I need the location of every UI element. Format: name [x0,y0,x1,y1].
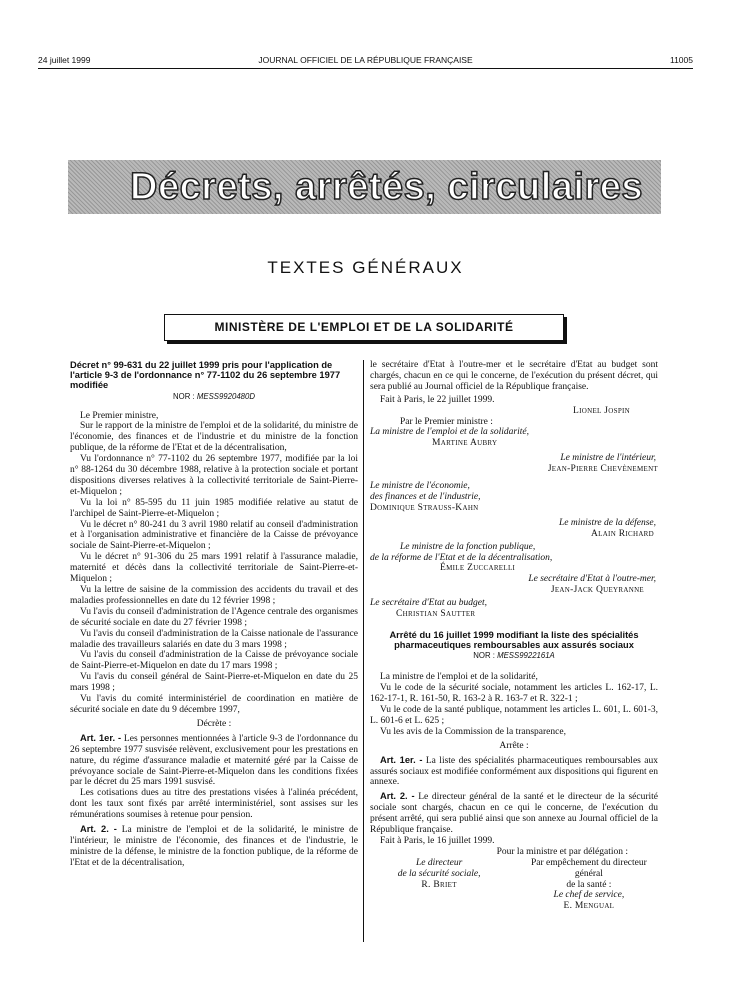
sig-om-name: Jean-Jack Queyranne [550,585,644,596]
decree-title: Décret n° 99-631 du 22 juillet 1999 pris pour l'application de l'article 9-3 de l'ordonnance n° 77-1102 du 26 septembre 1977 modifiée [70,360,341,391]
arrete-nor-code: MESS9922161A [497,651,555,661]
sig-fp-title: Le ministre de la fonction publique, [400,541,536,552]
header-rule [38,68,693,69]
running-header [38,55,693,67]
decree-paragraph: Vu l'avis du conseil d'administration de l'Agence centrale des organismes de sécurité sociale en date du 27 février 1998 ; [70,606,358,628]
by-pm: Par le Premier ministre : [400,416,493,427]
article-text: La ministre de l'emploi et de la solidarité, le ministre de l'intérieur, le ministre de l'économie, des finances et de l'industrie, le ministre de la défense, le ministre de la fonction publique, de la réforme de l'Etat et de la décentralisation, [70,825,359,868]
arrete-paragraph: Vu les avis de la Commission de la transparence, [380,726,566,737]
sig-emploi-title: La ministre de l'emploi et de la solidarité, [370,427,529,438]
article-text: Les personnes mentionnées à l'article 9-3 de l'ordonnance du 26 septembre 1977 susvisée relèvent, exclusivement pour les prestations en nature, du régime d'assurance maladie et maternité géré par la Caisse de prévoyance sociale de Saint-Pierre-et-Miquelon dans les conditions fixées par le décret du 25 mars 1991 susvisé. [70,733,358,788]
decree-paragraph: Vu l'avis du comité interministériel de coordination en matière de sécurité sociale en date du 9 décembre 1997, [70,694,358,715]
decree-paragraph: Vu le décret n° 91-306 du 25 mars 1991 relatif à l'assurance maladie, maternité et décès dans la collectivité territoriale de Saint-Pierre-et-Miquelon ; [70,552,358,585]
sig-budget-title: Le secrétaire d'Etat au budget, [370,598,487,609]
article-label: Art. 1er. - [80,732,122,743]
section-banner [68,160,661,214]
decree-article-1 [70,733,358,789]
arrete-opening: La ministre de l'emploi et de la solidarité, [380,672,538,683]
signature-left [370,858,508,913]
section-title: TEXTES GÉNÉRAUX [267,258,464,277]
sig-right-line: Par empêchement du directeur général [530,857,647,879]
decree-nor-code: MESS9920480D [196,391,255,401]
signature-right [520,858,658,913]
arrete-delegation: Pour la ministre et par délégation : [496,846,628,857]
decree-paragraph: Vu l'avis du conseil général de Saint-Pierre-et-Miquelon en date du 25 mars 1998 ; [70,672,358,694]
sig-interieur-name: Jean-Pierre Chevènement [547,464,658,475]
decree-nor-label: NOR : [173,391,195,401]
sig-left-name: R. Briet [421,879,457,890]
arrete-signatures [370,858,658,913]
decree-paragraph: Sur le rapport de la ministre de l'emploi et de la solidarité, du ministre de l'économie, des finances et de l'industrie et du ministre de la fonction publique, de la réforme de l'Etat et de la décentralisation, [70,421,358,454]
arrete-nor-label: NOR : [473,651,495,661]
sig-right-title: Le chef de service, [553,890,625,901]
article-label: Art. 2. - [80,824,117,835]
sig-om-title: Le secrétaire d'Etat à l'outre-mer, [528,574,656,585]
decree-paragraph: Vu le décret n° 80-241 du 3 avril 1980 relatif au conseil d'administration et à l'organisation administrative et financière de la Caisse de prévoyance sociale de Saint-Pierre-et-Miquelon ; [70,519,358,552]
sig-right-name: E. Mengual [563,901,615,912]
arrete-paragraph: Vu le code de la santé publique, notamment les articles L. 601, L. 601-3, L. 601-6 et L. 625 ; [370,704,658,726]
decree-paragraph: Vu l'ordonnance n° 77-1102 du 26 septembre 1977, modifiée par la loi n° 88-1264 du 30 décembre 1988, relative à la protection sociale et portant dispositions diverses relatives à la collectivité territoriale de Saint-Pierre-et-Miquelon ; [70,454,358,497]
article-label: Art. 2. - [380,791,415,802]
sig-economie-title: Le ministre de l'économie, [370,481,470,492]
decree-paragraph: Vu l'avis du conseil d'administration de la Caisse nationale de l'assurance maladie des travailleurs salariés en date du 3 mars 1998 ; [70,628,358,650]
arrete-paragraph: Vu le code de la sécurité sociale, notamment les articles L. 162-17, L. 162-17-1, R. 161-50, R. 163-2 à R. 163-7 et R. 322-1 ; [370,683,658,705]
signature-pm: Lionel Jospin [573,405,630,416]
right-column [370,360,658,912]
arrete-article-1 [370,755,658,789]
decree-opening: Le Premier ministre, [80,410,159,421]
decree-paragraph: Vu la loi n° 85-595 du 11 juin 1985 modifiée relative au statut de l'archipel de Saint-Pierre-et-Miquelon ; [70,497,358,519]
sig-fp-name: Émile Zuccarelli [440,563,516,574]
arrete-title: Arrêté du 16 juillet 1999 modifiant la liste des spécialités pharmaceutiques remboursables aux assurés sociaux [389,629,639,651]
issue-date: 24 juillet 1999 [38,55,91,65]
arrete-done-at: Fait à Paris, le 16 juillet 1999. [380,835,495,846]
decree-article-2 [70,824,358,869]
decree-article-1-para-2: Les cotisations dues au titre des prestations visées à l'alinéa précédent, dont les taux sont fixés par arrêté interministériel, sont assises sur les rémunérations soumises à retenue pour pension. [70,788,358,821]
decree-decrete: Décrète : [196,718,232,729]
journal-title: JOURNAL OFFICIEL DE LA RÉPUBLIQUE FRANÇAISE [258,55,473,65]
article-text: Le directeur général de la santé et le directeur de la sécurité sociale sont chargés, chacun en ce qui le concerne, de l'exécution du présent arrêté, qui sera publié ainsi que son annexe au Journal officiel de la République française. [370,792,659,836]
page-number: 11005 [669,55,693,65]
arrete-article-2 [370,791,658,836]
sig-defense-title: Le ministre de la défense, [558,517,656,528]
decree-nor [70,392,358,403]
sig-fp-title-2: de la réforme de l'Etat et de la décentralisation, [370,552,553,563]
sig-right-line-2: de la santé : [566,879,612,890]
ministry-heading: MINISTÈRE DE L'EMPLOI ET DE LA SOLIDARITÉ [164,314,564,341]
decree-done-at: Fait à Paris, le 22 juillet 1999. [380,394,495,405]
arrete-nor [370,651,658,662]
sig-defense-name: Alain Richard [590,528,654,539]
column-divider [363,360,364,942]
sig-interieur-title: Le ministre de l'intérieur, [560,453,656,464]
sig-economie-name: Dominique Strauss-Kahn [370,502,479,513]
decree-article-2-continued: le secrétaire d'Etat à l'outre-mer et le secrétaire d'Etat au budget sont chargés, chacun en ce qui le concerne, de l'exécution du présent décret, qui sera publié au Journal officiel de la République française. [370,360,658,392]
sig-emploi-name: Martine Aubry [432,438,498,449]
left-column [70,360,358,869]
decree-paragraph: Vu la lettre de saisine de la commission des accidents du travail et des maladies professionnelles en date du 12 février 1998 ; [70,585,358,606]
sig-left-title: Le directeur [415,857,463,868]
sig-economie-title-2: des finances et de l'industrie, [370,491,481,502]
article-label: Art. 1er. - [380,754,423,765]
banner-title: Décrets, arrêtés, circulaires [130,166,644,208]
sig-left-title-2: de la sécurité sociale, [397,868,481,879]
arrete-arrete: Arrête : [499,740,529,751]
decree-paragraph: Vu l'avis du conseil d'administration de la Caisse de prévoyance sociale de Saint-Pierre-et-Miquelon en date du 17 mars 1998 ; [70,650,358,672]
sig-budget-name: Christian Sautter [396,609,476,620]
article-text: La liste des spécialités pharmaceutiques remboursables aux assurés sociaux est modifiée conformément aux dispositions qui figurent en annexe. [370,755,659,788]
